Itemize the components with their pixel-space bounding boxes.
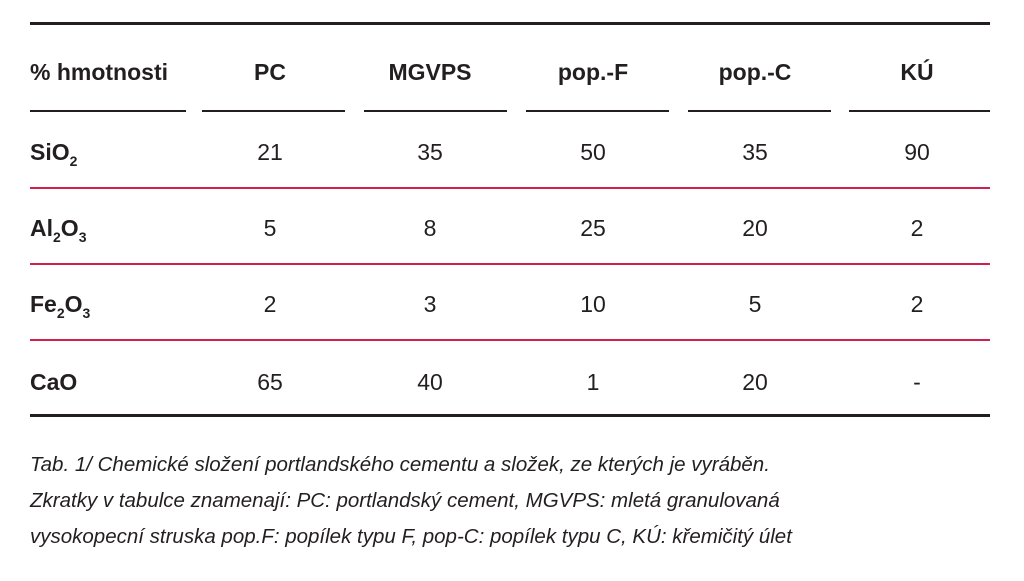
- header-underline: [526, 110, 669, 112]
- header-pop-c: pop.-C: [718, 59, 792, 85]
- row-label-cao: CaO: [30, 369, 78, 395]
- cell-pop-c: 35: [742, 139, 768, 165]
- composition-table: [30, 0, 990, 581]
- cell-ku: 2: [910, 215, 924, 241]
- cell-pc: 65: [257, 369, 283, 395]
- header-underline: [688, 110, 831, 112]
- header-underline: [364, 110, 507, 112]
- table-row: [30, 344, 990, 420]
- cell-pop-c: 5: [748, 291, 762, 317]
- cell-pop-c: 20: [742, 369, 768, 395]
- cell-pop-f: 50: [580, 139, 606, 165]
- row-label-fe2o3: $Fe_2O_3$: [30, 291, 91, 321]
- table-top-rule: [30, 22, 990, 25]
- cell-ku: 2: [910, 291, 924, 317]
- table-caption: [30, 447, 990, 555]
- row-label-sio2: SiO$_2$: [30, 139, 78, 169]
- header-underline: [849, 110, 990, 112]
- header-underline: [30, 110, 186, 112]
- cell-pop-f: 10: [580, 291, 606, 317]
- caption-line-3: vysokopecní struska pop.F: popílek typu F, pop-C: popílek typu C, KÚ: křemičitý úlet: [30, 525, 792, 548]
- header-mgvps: MGVPS: [388, 59, 472, 85]
- caption-line-2: Zkratky v tabulce znamenají: PC: portlandský cement, MGVPS: mletá granulovaná: [30, 489, 780, 512]
- cell-ku: -: [913, 369, 921, 395]
- cell-pc: 5: [263, 215, 277, 241]
- table-row: [30, 266, 990, 342]
- table-row: [30, 114, 990, 190]
- table-row: [30, 190, 990, 266]
- row-label-al2o3: $Al_2O_3$: [30, 215, 87, 245]
- cell-mgvps: 8: [423, 215, 437, 241]
- row-separator: [30, 339, 990, 341]
- caption-line-1: Tab. 1/ Chemické složení portlandského cementu a složek, ze kterých je vyráběn.: [30, 453, 770, 476]
- cell-mgvps: 3: [423, 291, 437, 317]
- header-pop-f: pop.-F: [557, 59, 629, 85]
- header-mass-percent: % hmotnosti: [30, 59, 168, 85]
- cell-pop-c: 20: [742, 215, 768, 241]
- cell-mgvps: 35: [417, 139, 443, 165]
- cell-ku: 90: [904, 139, 930, 165]
- header-ku: KÚ: [900, 59, 934, 85]
- cell-mgvps: 40: [417, 369, 443, 395]
- cell-pop-f: 25: [580, 215, 606, 241]
- table-bottom-rule: [30, 414, 990, 417]
- cell-pc: 21: [257, 139, 283, 165]
- cell-pc: 2: [263, 291, 277, 317]
- header-pc: PC: [254, 59, 286, 85]
- row-separator: [30, 263, 990, 265]
- header-underline: [202, 110, 345, 112]
- row-separator: [30, 187, 990, 189]
- cell-pop-f: 1: [586, 369, 600, 395]
